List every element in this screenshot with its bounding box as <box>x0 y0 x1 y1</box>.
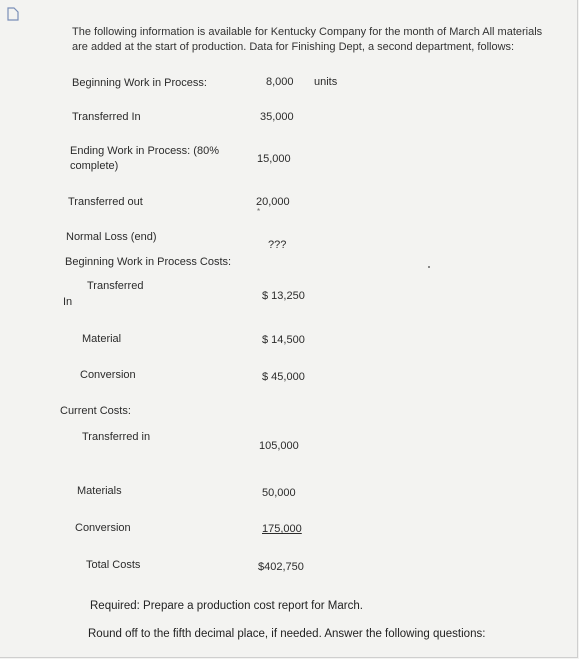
round-off-note: Round off to the fifth decimal place, if needed. Answer the following questions: <box>88 628 486 640</box>
value-bwip-material: $ 14,500 <box>262 334 305 346</box>
label-bwip-costs: Beginning Work in Process Costs: <box>65 256 232 268</box>
label-current-costs: Current Costs: <box>60 405 131 417</box>
label-total-costs: Total Costs <box>86 559 141 571</box>
label-cc-transferred-in: Transferred in <box>82 431 151 443</box>
label-cc-materials: Materials <box>77 485 122 497</box>
label-ending-wip-line2: complete) <box>70 160 119 172</box>
label-bwip-transferred-line1: Transferred <box>87 280 144 292</box>
unit-beginning-wip: units <box>314 76 338 88</box>
stray-dot <box>428 266 430 268</box>
value-cc-materials: 50,000 <box>262 487 296 499</box>
label-beginning-wip: Beginning Work in Process: <box>72 77 207 89</box>
label-bwip-transferred-line2: In <box>63 296 73 308</box>
document-icon <box>7 7 19 21</box>
value-cc-conversion: 175,000 <box>262 523 302 535</box>
intro-paragraph: The following information is available for Kentucky Company for the month of March All materials are added at the start of production. Data for Finishing Dept, a second department, follows: <box>72 26 543 53</box>
label-bwip-material: Material <box>82 333 122 345</box>
value-total-costs: $402,750 <box>258 561 304 573</box>
required-statement: Required: Prepare a production cost report for March. <box>90 600 363 612</box>
value-normal-loss: ??? <box>268 239 287 251</box>
label-transferred-out: Transferred out <box>68 196 143 208</box>
value-bwip-transferred-in: $ 13,250 <box>262 290 305 302</box>
value-bwip-conversion: $ 45,000 <box>262 371 305 383</box>
label-normal-loss: Normal Loss (end) <box>66 231 157 243</box>
label-bwip-conversion: Conversion <box>80 369 136 381</box>
value-cc-transferred-in: 105,000 <box>259 440 299 452</box>
value-ending-wip: 15,000 <box>257 153 291 165</box>
value-transferred-in: 35,000 <box>260 111 294 123</box>
label-cc-conversion: Conversion <box>75 522 131 534</box>
value-beginning-wip: 8,000 <box>266 76 294 88</box>
label-ending-wip-line1: Ending Work in Process: (80% <box>70 145 219 157</box>
label-transferred-in: Transferred In <box>72 111 141 123</box>
value-transferred-out: 20,000 <box>256 196 290 208</box>
tick-mark: * <box>257 207 261 216</box>
